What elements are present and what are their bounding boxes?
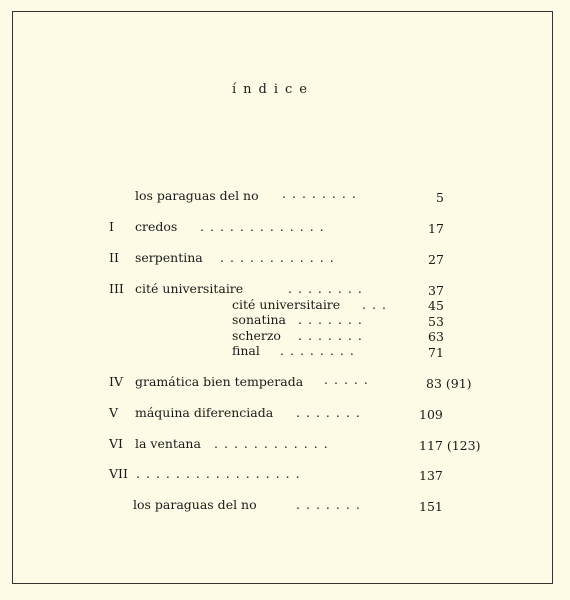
leader-dots: ............. (200, 219, 330, 234)
page-title: índice (232, 82, 314, 97)
toc-entry-page: 83 (91) (426, 376, 472, 391)
toc-entry-page: 53 (428, 314, 444, 329)
leader-dots: ... (362, 297, 392, 312)
leader-dots: ....... (298, 328, 368, 343)
toc-entry-page: 63 (428, 329, 444, 344)
leader-dots: ........ (288, 281, 368, 296)
toc-entry-page: 151 (419, 499, 443, 514)
toc-entry-page: 5 (436, 190, 444, 205)
leader-dots: ....... (296, 405, 366, 420)
leader-dots: ................. (136, 466, 306, 481)
toc-entry-label: máquina diferenciada (135, 405, 274, 420)
toc-subentry-label: final (232, 343, 260, 358)
leader-dots: ............ (214, 436, 334, 451)
toc-entry-roman: I (109, 219, 114, 234)
toc-entry-page: 37 (428, 283, 444, 298)
toc-entry-label: la ventana (135, 436, 201, 451)
toc-subentry-label: scherzo (232, 328, 281, 343)
toc-entry-label: credos (135, 219, 178, 234)
toc-entry-page: 109 (419, 407, 443, 422)
toc-entry-roman: III (109, 281, 124, 296)
toc-entry-page: 17 (428, 221, 444, 236)
toc-entry-page: 117 (123) (419, 438, 481, 453)
toc-subentry-label: cité universitaire (232, 297, 341, 312)
leader-dots: ........ (282, 186, 362, 201)
toc-entry-label: los paraguas del no (133, 497, 257, 512)
toc-entry-roman: V (109, 405, 119, 420)
toc-entry-roman: II (109, 250, 119, 265)
toc-entry-roman: VI (109, 436, 123, 451)
leader-dots: ..... (324, 372, 374, 387)
toc-entry-page: 71 (428, 345, 444, 360)
toc-entry-page: 45 (428, 298, 444, 313)
toc-entry-roman: VII (109, 466, 128, 481)
toc-entry-roman: IV (109, 374, 123, 389)
toc-entry-page: 27 (428, 252, 444, 267)
toc-entry-page: 137 (419, 468, 443, 483)
toc-entry-label: los paraguas del no (135, 188, 259, 203)
toc-subentry-label: sonatina (232, 312, 286, 327)
leader-dots: ............ (220, 250, 340, 265)
leader-dots: ........ (280, 343, 360, 358)
leader-dots: ....... (298, 312, 368, 327)
toc-entry-label: gramática bien temperada (135, 374, 304, 389)
toc-entry-label: cité universitaire (135, 281, 244, 296)
toc-entry-label: serpentina (135, 250, 203, 265)
leader-dots: ....... (296, 497, 366, 512)
